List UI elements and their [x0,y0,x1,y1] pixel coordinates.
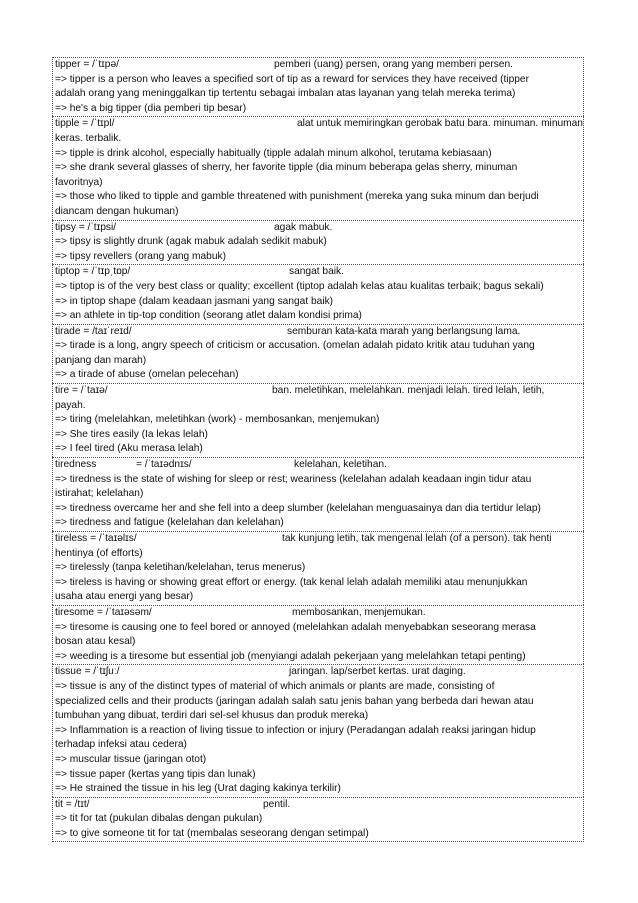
entry-header [53,458,583,473]
entry-line: => an athlete in tip-top condition (seorang atlet dalam kondisi prima) [55,310,362,322]
entry-line: => in tiptop shape (dalam keadaan jasmani yang sangat baik) [55,295,334,307]
entry-line: => tiredness is the state of wishing for sleep or rest; weariness (kelelahan adalah keadaan ingin tidur atau [55,473,532,485]
headword: tit = /tɪt/ [55,798,90,810]
entry-line: => those who liked to tipple and gamble threatened with punishment (mereka yang suka minum dan berjudi [55,191,539,203]
meaning: kelelahan, keletihan. [294,459,387,471]
entry-line: => tiring (melelahkan, meletihkan (work) - membosankan, menjemukan) [55,414,380,426]
entry-header [53,532,583,547]
entry-line: => tipsy revellers (orang yang mabuk) [55,250,227,262]
entry-line: panjang dan marah) [55,354,147,366]
meaning: jaringan. lap/serbet kertas. urat daging. [289,666,466,678]
meaning: pentil. [263,798,291,810]
entry-header [53,58,583,73]
entry-tire [52,383,584,457]
entry-line: => tipsy is slightly drunk (agak mabuk adalah sedikit mabuk) [55,236,327,248]
entry-line: favoritnya) [55,176,103,188]
entry-tirade [52,324,584,383]
entry-line: payah. [55,399,86,411]
entry-line: => She tires easily (Ia lekas lelah) [55,428,208,440]
entry-line: => tiptop is of the very best class or quality; excellent (tiptop adalah kelas atau kualitas terbaik; bagus sekali) [55,280,544,292]
meaning: tak kunjung letih, tak mengenal lelah (of a person). tak henti [282,533,552,544]
entry-line: => muscular tissue (jaringan otot) [55,753,207,765]
entry-line: terhadap infeksi atau cedera) [55,739,187,751]
headword: tiredness = /ˈtaɪədnɪs/ [55,459,192,471]
entry-line: tumbuhan yang dibuat, terdiri dari sel-sel khusus dan produk mereka) [55,710,369,722]
entry-header [53,665,583,680]
dictionary-document [52,57,584,842]
entry-line: => he's a big tipper (dia pemberi tip besar) [55,102,247,114]
entry-line: => tirade is a long, angry speech of criticism or accusation. (omelan adalah pidato kritik atau tuduhan yang [55,340,535,352]
headword: tipper = /ˈtɪpə/ [55,59,119,70]
entry-line: => He strained the tissue in his leg (Urat daging kakinya terkilir) [55,783,341,795]
entry-tipple [52,116,584,219]
entry-line: => tiresome is causing one to feel bored or annoyed (melelahkan adalah menyebabkan seseorang merasa [55,621,536,633]
entry-line: bosan atau kesal) [55,636,136,648]
entry-tireless [52,531,584,605]
entry-tipsy [52,220,584,265]
entry-line: => tireless is having or showing great effort or energy. (tak kenal lelah adalah memiliki atau menunjukkan [55,576,528,588]
entry-line: => tissue paper (kertas yang tipis dan lunak) [55,768,256,780]
entry-tiresome [52,605,584,664]
entry-tiredness [52,457,584,531]
headword: tipsy = /ˈtɪpsi/ [55,221,117,233]
headword: tiptop = /ˈtɪpˌtɒp/ [55,266,131,278]
entry-line: => a tirade of abuse (omelan pelecehan) [55,369,239,381]
entry-tit [52,797,584,843]
entry-header [53,798,583,813]
entry-line: => tipper is a person who leaves a specified sort of tip as a reward for services they have received (tipper [55,73,529,85]
entry-line: hentinya (of efforts) [55,547,143,559]
headword: tirade = /taɪˈreɪd/ [55,325,132,337]
entry-tipper [52,57,584,116]
entry-line: adalah orang yang meninggalkan tip tertentu sebagai imbalan atas layanan yang telah mereka terima) [55,88,516,100]
meaning: sangat baik. [289,266,344,278]
headword: tire = /ˈtaɪə/ [55,385,108,397]
entry-line: keras. terbalik. [55,132,122,144]
entry-header [53,221,583,236]
entry-header [53,384,583,399]
entry-line: => Inflammation is a reaction of living tissue to infection or injury (Peradangan adalah reaksi jaringan hidup [55,724,536,736]
meaning: membosankan, menjemukan. [292,606,426,618]
entry-line: specialized cells and their products (jaringan adalah salah satu jenis bahan yang berbeda dari hewan atau [55,695,534,707]
entry-tissue [52,664,584,796]
entry-line: diancam dengan hukuman) [55,205,179,217]
headword: tipple = /ˈtɪpl/ [55,118,115,130]
entry-line: => she drank several glasses of sherry, her favorite tipple (dia minum beberapa gelas sherry, minuman [55,162,518,174]
meaning: alat untuk memiringkan gerobak batu bara. minuman. minuman [297,118,583,130]
entry-line: => tit for tat (pukulan dibalas dengan pukulan) [55,813,263,825]
entry-header [53,325,583,340]
entry-header [53,117,583,132]
entry-header [53,606,583,621]
entry-line: => to give someone tit for tat (membalas seseorang dengan setimpal) [55,827,369,839]
entry-line: => tissue is any of the distinct types of material of which animals or plants are made, consisting of [55,680,495,692]
headword: tireless = /ˈtaɪəlɪs/ [55,533,137,544]
entry-line: => tipple is drink alcohol, especially habitually (tipple adalah minum alkohol, terutama kebiasaan) [55,147,492,159]
entry-line: usaha atau energi yang besar) [55,591,194,603]
headword: tiresome = /ˈtaɪəsəm/ [55,606,152,618]
entry-line: => weeding is a tiresome but essential job (menyiangi adalah pekerjaan yang melelahkan tetapi penting) [55,650,526,662]
meaning: pemberi (uang) persen, orang yang memberi persen. [274,59,513,70]
meaning: agak mabuk. [274,221,333,233]
entry-line: => tiredness overcame her and she fell into a deep slumber (kelelahan menguasainya dan dia tertidur lelap) [55,502,541,514]
headword: tissue = /ˈtɪʃuː/ [55,666,120,678]
meaning: semburan kata-kata marah yang berlangsung lama. [287,325,521,337]
entry-tiptop [52,264,584,323]
entry-line: => tirelessly (tanpa keletihan/kelelahan, terus menerus) [55,562,306,574]
entry-line: => tiredness and fatigue (kelelahan dan kelelahan) [55,517,284,529]
meaning: ban. meletihkan, melelahkan. menjadi lelah. tired lelah, letih, [272,385,545,397]
entry-line: => I feel tired (Aku merasa lelah) [55,443,203,455]
entry-line: istirahat; kelelahan) [55,488,144,500]
entry-header [53,265,583,280]
